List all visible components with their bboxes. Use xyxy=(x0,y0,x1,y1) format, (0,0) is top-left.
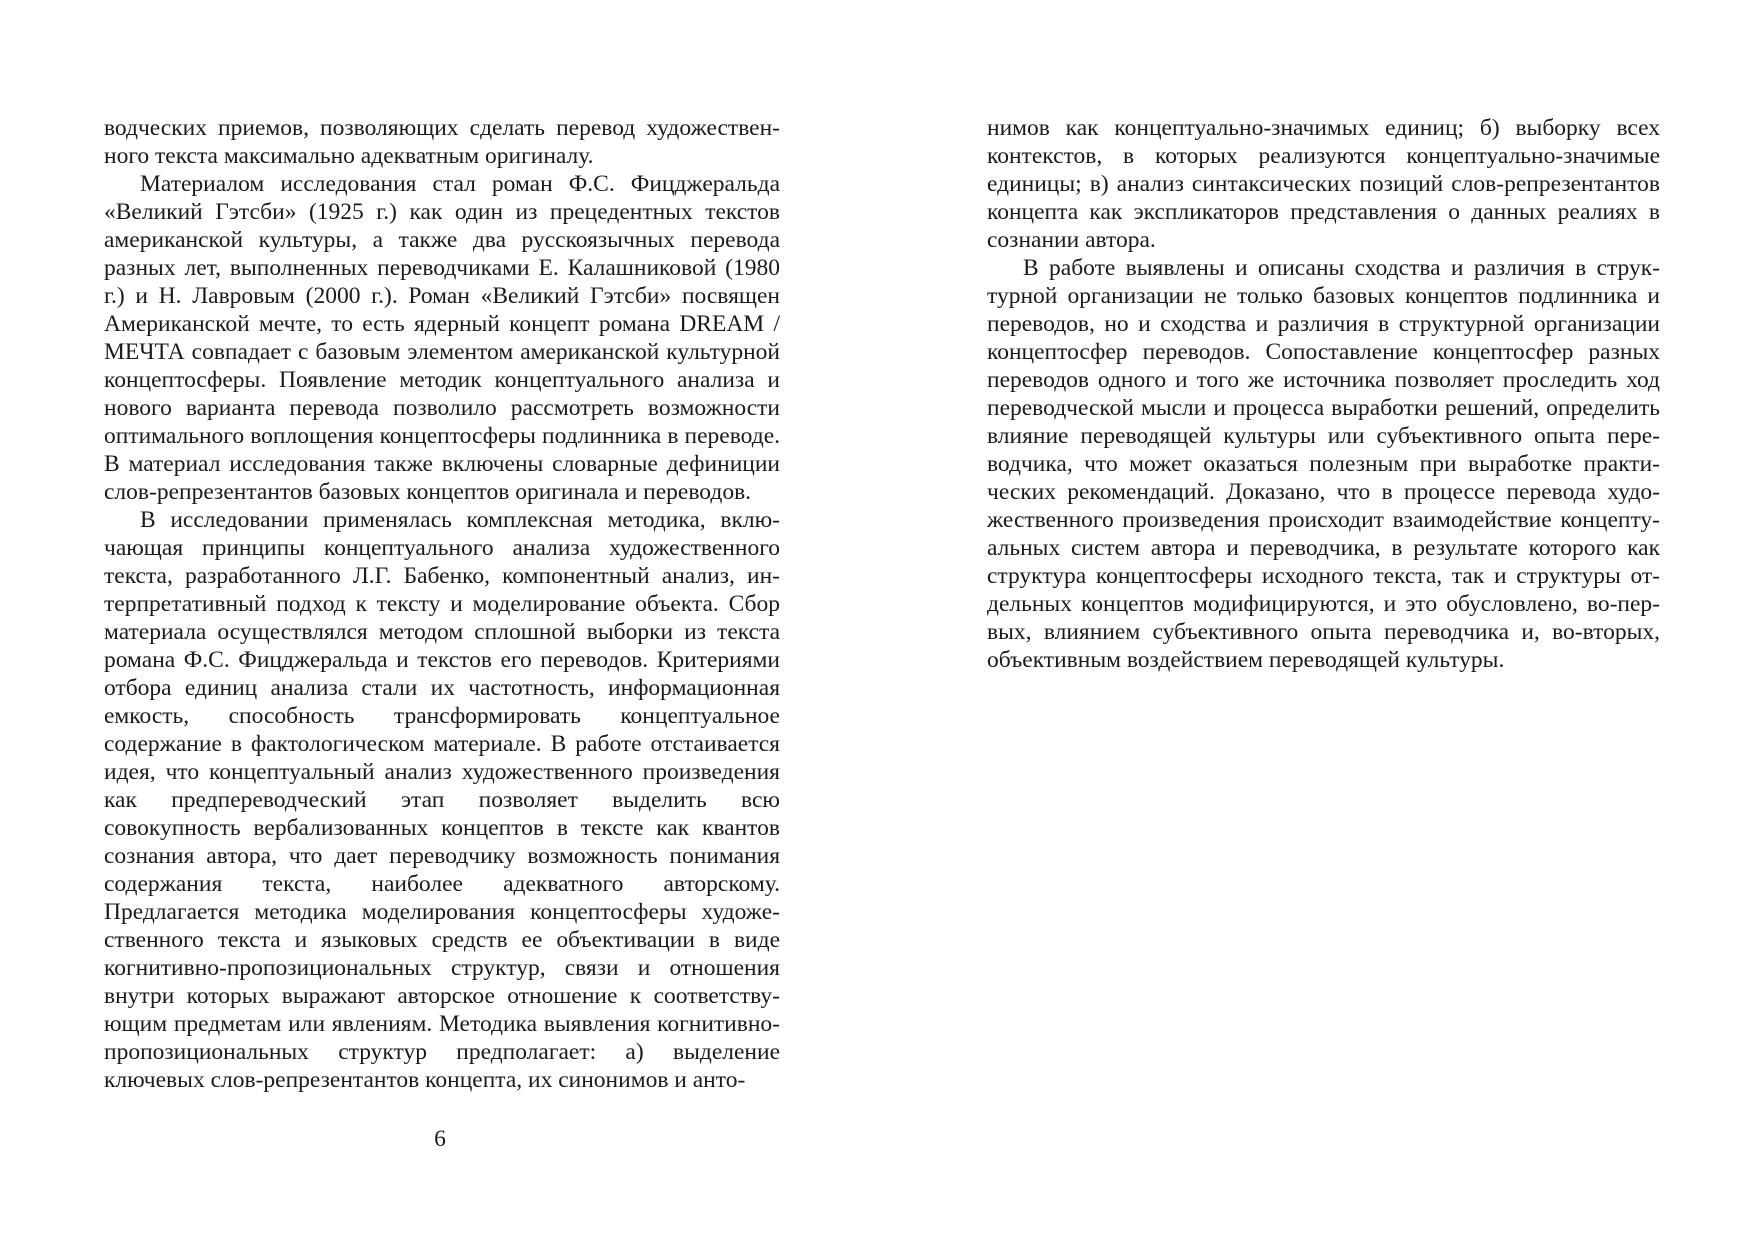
paragraph: водческих приемов, позволяющих сделать перевод художественного текста максимально адекватным оригиналу. xyxy=(104,115,780,169)
paragraph: В работе выявлены и описаны сходства и различия в структурной организации не только базовых концептов подлинника и переводов, но и сходства и различия в структурной организации концептосфер переводов. Сопоставление концептосфер разных переводов одного и того же источника позволяет проследить ход переводческой мысли и процесса выработки решений, определить влияние переводящей культуры или субъективного опыта переводчика, что может оказаться полезным при выработке практических рекомендаций. Доказано, что в процессе перевода художественного произведения происходит взаимодействие концептуальных систем автора и переводчика, в результате которого как структура концептосферы исходного текста, так и структуры отдельных концептов модифицируются, и это обусловлено, во-первых, влиянием субъективного опыта переводчика и, во-вторых, объективным воздействием переводящей культуры. xyxy=(987,255,1660,673)
paragraph: Материалом исследования стал роман Ф.С. Фицджеральда «Великий Гэтсби» (1925 г.) как один из прецедентных текстов американской культуры, а также два русскоязычных перевода разных лет, выполненных переводчиками Е. Калашниковой (1980 г.) и Н. Лавровым (2000 г.). Роман «Великий Гэтсби» посвящен Американской мечте, то есть ядерный концепт романа DREAM / МЕЧТА совпадает с базовым элементом американской культурной концептосферы. Появление методик концептуального анализа и нового варианта перевода позволило рассмотреть возможности оптимального воплощения концептосферы подлинника в переводе. В материал исследования также включены словарные дефиниции слов-репрезентантов базовых концептов оригинала и переводов. xyxy=(104,171,780,505)
left-page-text xyxy=(104,114,780,1094)
right-page-text xyxy=(987,114,1660,674)
page-number: 6 xyxy=(434,1126,446,1152)
paragraph: В исследовании применялась комплексная методика, включающая принципы концептуального анализа художественного текста, разработанного Л.Г. Бабенко, компонентный анализ, интерпретативный подход к тексту и моделирование объекта. Сбор материала осуществлялся методом сплошной выборки из текста романа Ф.С. Фицджеральда и текстов его переводов. Критериями отбора единиц анализа стали их частотность, информационная емкость, способность трансформировать концептуальное содержание в фактологическом материале. В работе отстаивается идея, что концептуальный анализ художественного произведения как предпереводческий этап позволяет выделить всю совокупность вербализованных концептов в тексте как квантов сознания автора, что дает переводчику возможность понимания содержания текста, наиболее адекватного авторскому. Предлагается методика моделирования концептосферы художественного текста и языковых средств ее объективации в виде когнитивно-пропозициональных структур, связи и отношения внутри которых выражают авторское отношение к соответствующим предметам или явлениям. Методика выявления когнитивно-пропозициональных структур предполагает: а) выделение ключевых слов-репрезентантов концепта, их синонимов и анто- xyxy=(104,507,780,1093)
left-page xyxy=(0,0,877,1240)
right-page xyxy=(877,0,1754,1240)
paragraph: нимов как концептуально-значимых единиц; б) выборку всех контекстов, в которых реализуются концептуально-значимые единицы; в) анализ синтаксических позиций слов-репрезентантов концепта как экспликаторов представления о данных реалиях в сознании автора. xyxy=(987,115,1660,253)
